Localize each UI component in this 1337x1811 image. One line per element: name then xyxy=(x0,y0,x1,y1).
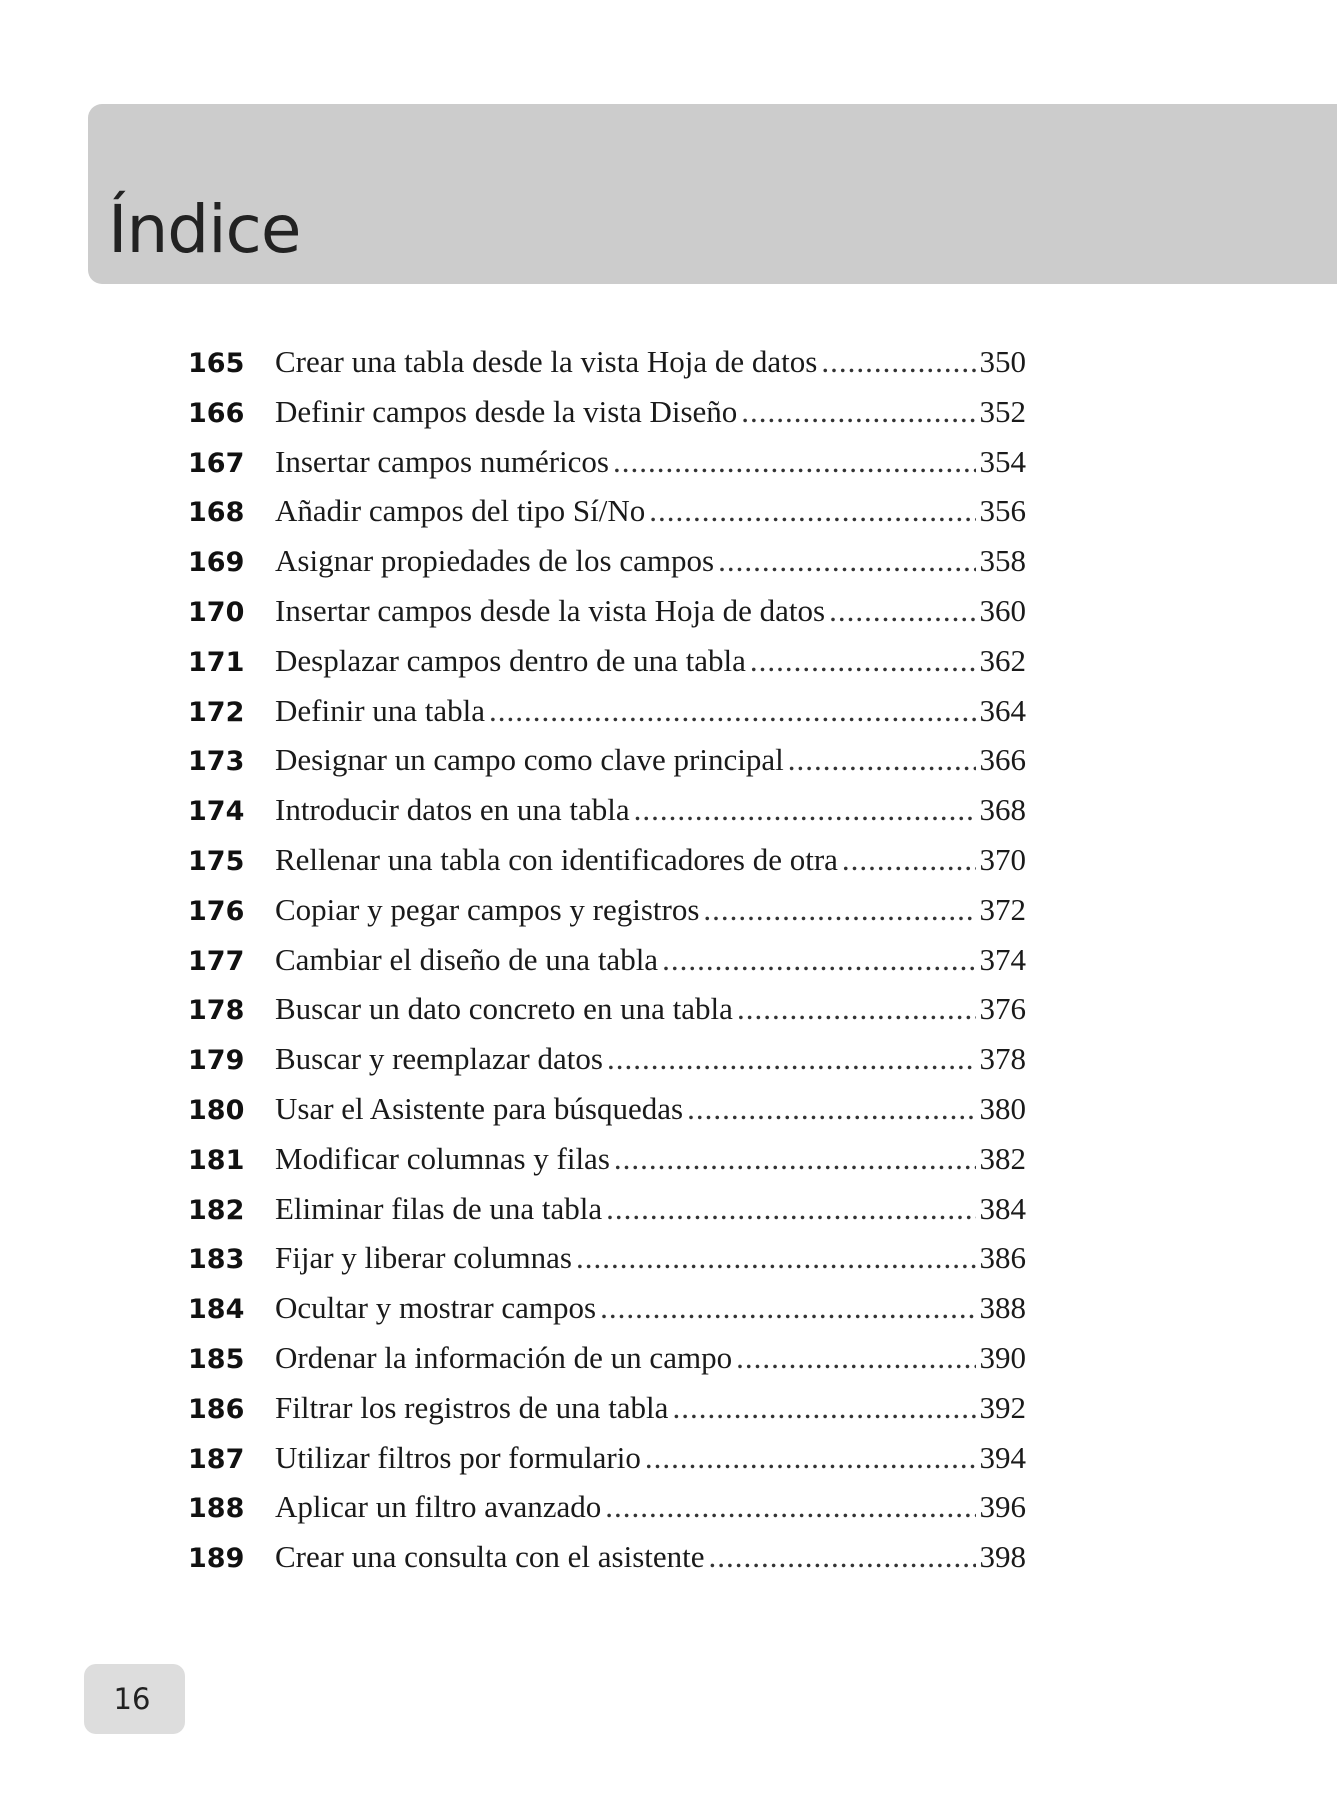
toc-entry-title: Modificar columnas y filas xyxy=(275,1140,610,1176)
toc-entry-number: 177 xyxy=(188,945,245,977)
toc-dot-leader xyxy=(605,1489,975,1525)
toc-entry-number: 173 xyxy=(188,746,245,778)
toc-entry-title: Filtrar los registros de una tabla xyxy=(275,1389,669,1425)
toc-entry-page: 376 xyxy=(979,991,1026,1027)
toc-entry-number: 172 xyxy=(188,696,245,728)
toc-entry[interactable] xyxy=(188,1440,1026,1490)
toc-entry[interactable] xyxy=(188,1240,1026,1290)
toc-entry[interactable] xyxy=(188,1390,1026,1440)
toc-entry-title: Desplazar campos dentro de una tabla xyxy=(275,642,746,678)
toc-entry-number: 181 xyxy=(188,1144,245,1176)
toc-dot-leader xyxy=(788,742,976,778)
toc-entry-number: 182 xyxy=(188,1194,245,1226)
toc-dot-leader xyxy=(842,842,976,878)
toc-entry-title: Crear una consulta con el asistente xyxy=(275,1539,705,1575)
toc-entry-title: Copiar y pegar campos y registros xyxy=(275,891,700,927)
toc-entry-page: 396 xyxy=(979,1489,1026,1525)
toc-dot-leader xyxy=(741,394,975,430)
toc-dot-leader xyxy=(634,792,976,828)
toc-dot-leader xyxy=(606,1191,975,1227)
toc-dot-leader xyxy=(829,593,975,629)
toc-entry[interactable] xyxy=(188,1191,1026,1241)
toc-dot-leader xyxy=(750,643,976,679)
toc-entry-title: Eliminar filas de una tabla xyxy=(275,1190,603,1226)
toc-entry-title: Ordenar la información de un campo xyxy=(275,1339,733,1375)
toc-entry[interactable] xyxy=(188,1091,1026,1141)
toc-dot-leader xyxy=(489,693,975,729)
toc-dot-leader xyxy=(607,1041,976,1077)
toc-entry-number: 180 xyxy=(188,1094,245,1126)
toc-entry-page: 362 xyxy=(979,642,1026,678)
toc-entry-number: 167 xyxy=(188,447,245,479)
toc-entry-number: 175 xyxy=(188,845,245,877)
toc-entry-number: 184 xyxy=(188,1294,245,1326)
toc-dot-leader xyxy=(613,444,976,480)
toc-entry[interactable] xyxy=(188,693,1026,743)
toc-entry-number: 179 xyxy=(188,1045,245,1077)
toc-entry-number: 189 xyxy=(188,1543,245,1575)
toc-entry-title: Utilizar filtros por formulario xyxy=(275,1439,641,1475)
toc-entry-title: Buscar un dato concreto en una tabla xyxy=(275,991,733,1027)
toc-entry-number: 187 xyxy=(188,1443,245,1475)
toc-entry-page: 374 xyxy=(979,941,1026,977)
toc-entry[interactable] xyxy=(188,643,1026,693)
toc-entry-page: 354 xyxy=(979,443,1026,479)
toc-entry-title: Asignar propiedades de los campos xyxy=(275,543,715,579)
toc-entry-title: Designar un campo como clave principal xyxy=(275,742,784,778)
toc-entry-number: 165 xyxy=(188,348,245,379)
toc-entry-page: 356 xyxy=(979,493,1026,529)
toc-entry-number: 186 xyxy=(188,1393,245,1425)
toc-entry[interactable] xyxy=(188,543,1026,593)
toc-entry-page: 378 xyxy=(979,1041,1026,1077)
toc-entry-title: Definir campos desde la vista Diseño xyxy=(275,393,738,429)
page-number: 16 xyxy=(113,1682,151,1716)
toc-entry-title: Usar el Asistente para búsquedas xyxy=(275,1090,684,1126)
toc-entry-page: 392 xyxy=(979,1389,1026,1425)
toc-entry-number: 171 xyxy=(188,646,245,678)
toc-entry[interactable] xyxy=(188,942,1026,992)
toc-dot-leader xyxy=(614,1141,976,1177)
toc-entry[interactable] xyxy=(188,1141,1026,1191)
toc-entry-page: 366 xyxy=(979,742,1026,778)
toc-entry-page: 364 xyxy=(979,692,1026,728)
toc-entry-title: Crear una tabla desde la vista Hoja de datos xyxy=(275,344,818,379)
toc-dot-leader xyxy=(649,493,975,529)
header-band xyxy=(88,104,1337,284)
toc-entry-page: 350 xyxy=(979,344,1026,379)
toc-entry[interactable] xyxy=(188,394,1026,444)
toc-entry-number: 168 xyxy=(188,497,245,529)
page-number-tab xyxy=(84,1664,185,1734)
toc-entry-number: 166 xyxy=(188,397,245,429)
toc-entry-page: 368 xyxy=(979,792,1026,828)
toc-entry-page: 386 xyxy=(979,1240,1026,1276)
toc-entry-page: 394 xyxy=(979,1439,1026,1475)
toc-entry-title: Insertar campos numéricos xyxy=(275,443,609,479)
toc-entry-title: Rellenar una tabla con identificadores de otra xyxy=(275,841,838,877)
toc-dot-leader xyxy=(645,1440,976,1476)
toc-entry-title: Aplicar un filtro avanzado xyxy=(275,1489,602,1525)
toc-entry-page: 380 xyxy=(979,1090,1026,1126)
toc-dot-leader xyxy=(703,892,975,928)
toc-entry-number: 170 xyxy=(188,596,245,628)
toc-entry[interactable] xyxy=(188,1340,1026,1390)
toc-entry-number: 188 xyxy=(188,1493,245,1525)
toc-entry-number: 176 xyxy=(188,895,245,927)
toc-dot-leader xyxy=(718,543,975,579)
toc-entry-title: Buscar y reemplazar datos xyxy=(275,1041,603,1077)
toc-entry-number: 185 xyxy=(188,1343,245,1375)
toc-dot-leader xyxy=(821,344,975,380)
toc-entry-number: 178 xyxy=(188,995,245,1027)
toc-entry[interactable] xyxy=(188,742,1026,792)
toc-entry-page: 398 xyxy=(979,1539,1026,1575)
toc-entry[interactable] xyxy=(188,1041,1026,1091)
toc-entry[interactable] xyxy=(188,344,1026,394)
toc-entry-page: 360 xyxy=(979,592,1026,628)
toc-entry[interactable] xyxy=(188,792,1026,842)
toc-entry-title: Añadir campos del tipo Sí/No xyxy=(275,493,646,529)
toc-entry-page: 358 xyxy=(979,543,1026,579)
toc-entry[interactable] xyxy=(188,1489,1026,1539)
toc-entry-title: Definir una tabla xyxy=(275,692,486,728)
toc-entry[interactable] xyxy=(188,1290,1026,1340)
toc-dot-leader xyxy=(737,991,976,1027)
toc-entry-title: Fijar y liberar columnas xyxy=(275,1240,572,1276)
toc-entry-number: 174 xyxy=(188,796,245,828)
toc-entry-number: 183 xyxy=(188,1244,245,1276)
toc-entry-title: Insertar campos desde la vista Hoja de datos xyxy=(275,592,826,628)
toc-entry-page: 384 xyxy=(979,1190,1026,1226)
toc-entry-title: Introducir datos en una tabla xyxy=(275,792,630,828)
toc-entry[interactable] xyxy=(188,892,1026,942)
toc-entry-page: 390 xyxy=(979,1339,1026,1375)
toc-dot-leader xyxy=(576,1240,976,1276)
toc-entry-number: 169 xyxy=(188,547,245,579)
toc-dot-leader xyxy=(709,1539,976,1575)
toc-entry-page: 372 xyxy=(979,891,1026,927)
toc-entry-title: Ocultar y mostrar campos xyxy=(275,1290,597,1326)
toc-entry[interactable] xyxy=(188,593,1026,643)
table-of-contents xyxy=(188,344,1026,1589)
page-title: Índice xyxy=(108,191,301,268)
toc-dot-leader xyxy=(662,942,975,978)
toc-entry-title: Cambiar el diseño de una tabla xyxy=(275,941,659,977)
toc-dot-leader xyxy=(736,1340,975,1376)
toc-dot-leader xyxy=(687,1091,975,1127)
toc-entry-page: 352 xyxy=(979,393,1026,429)
toc-dot-leader xyxy=(672,1390,975,1426)
toc-dot-leader xyxy=(600,1290,975,1326)
toc-entry[interactable] xyxy=(188,842,1026,892)
toc-entry[interactable] xyxy=(188,991,1026,1041)
toc-entry[interactable] xyxy=(188,493,1026,543)
toc-entry[interactable] xyxy=(188,1539,1026,1589)
toc-entry-page: 388 xyxy=(979,1290,1026,1326)
toc-entry-page: 370 xyxy=(979,841,1026,877)
toc-entry[interactable] xyxy=(188,444,1026,494)
toc-entry-page: 382 xyxy=(979,1140,1026,1176)
